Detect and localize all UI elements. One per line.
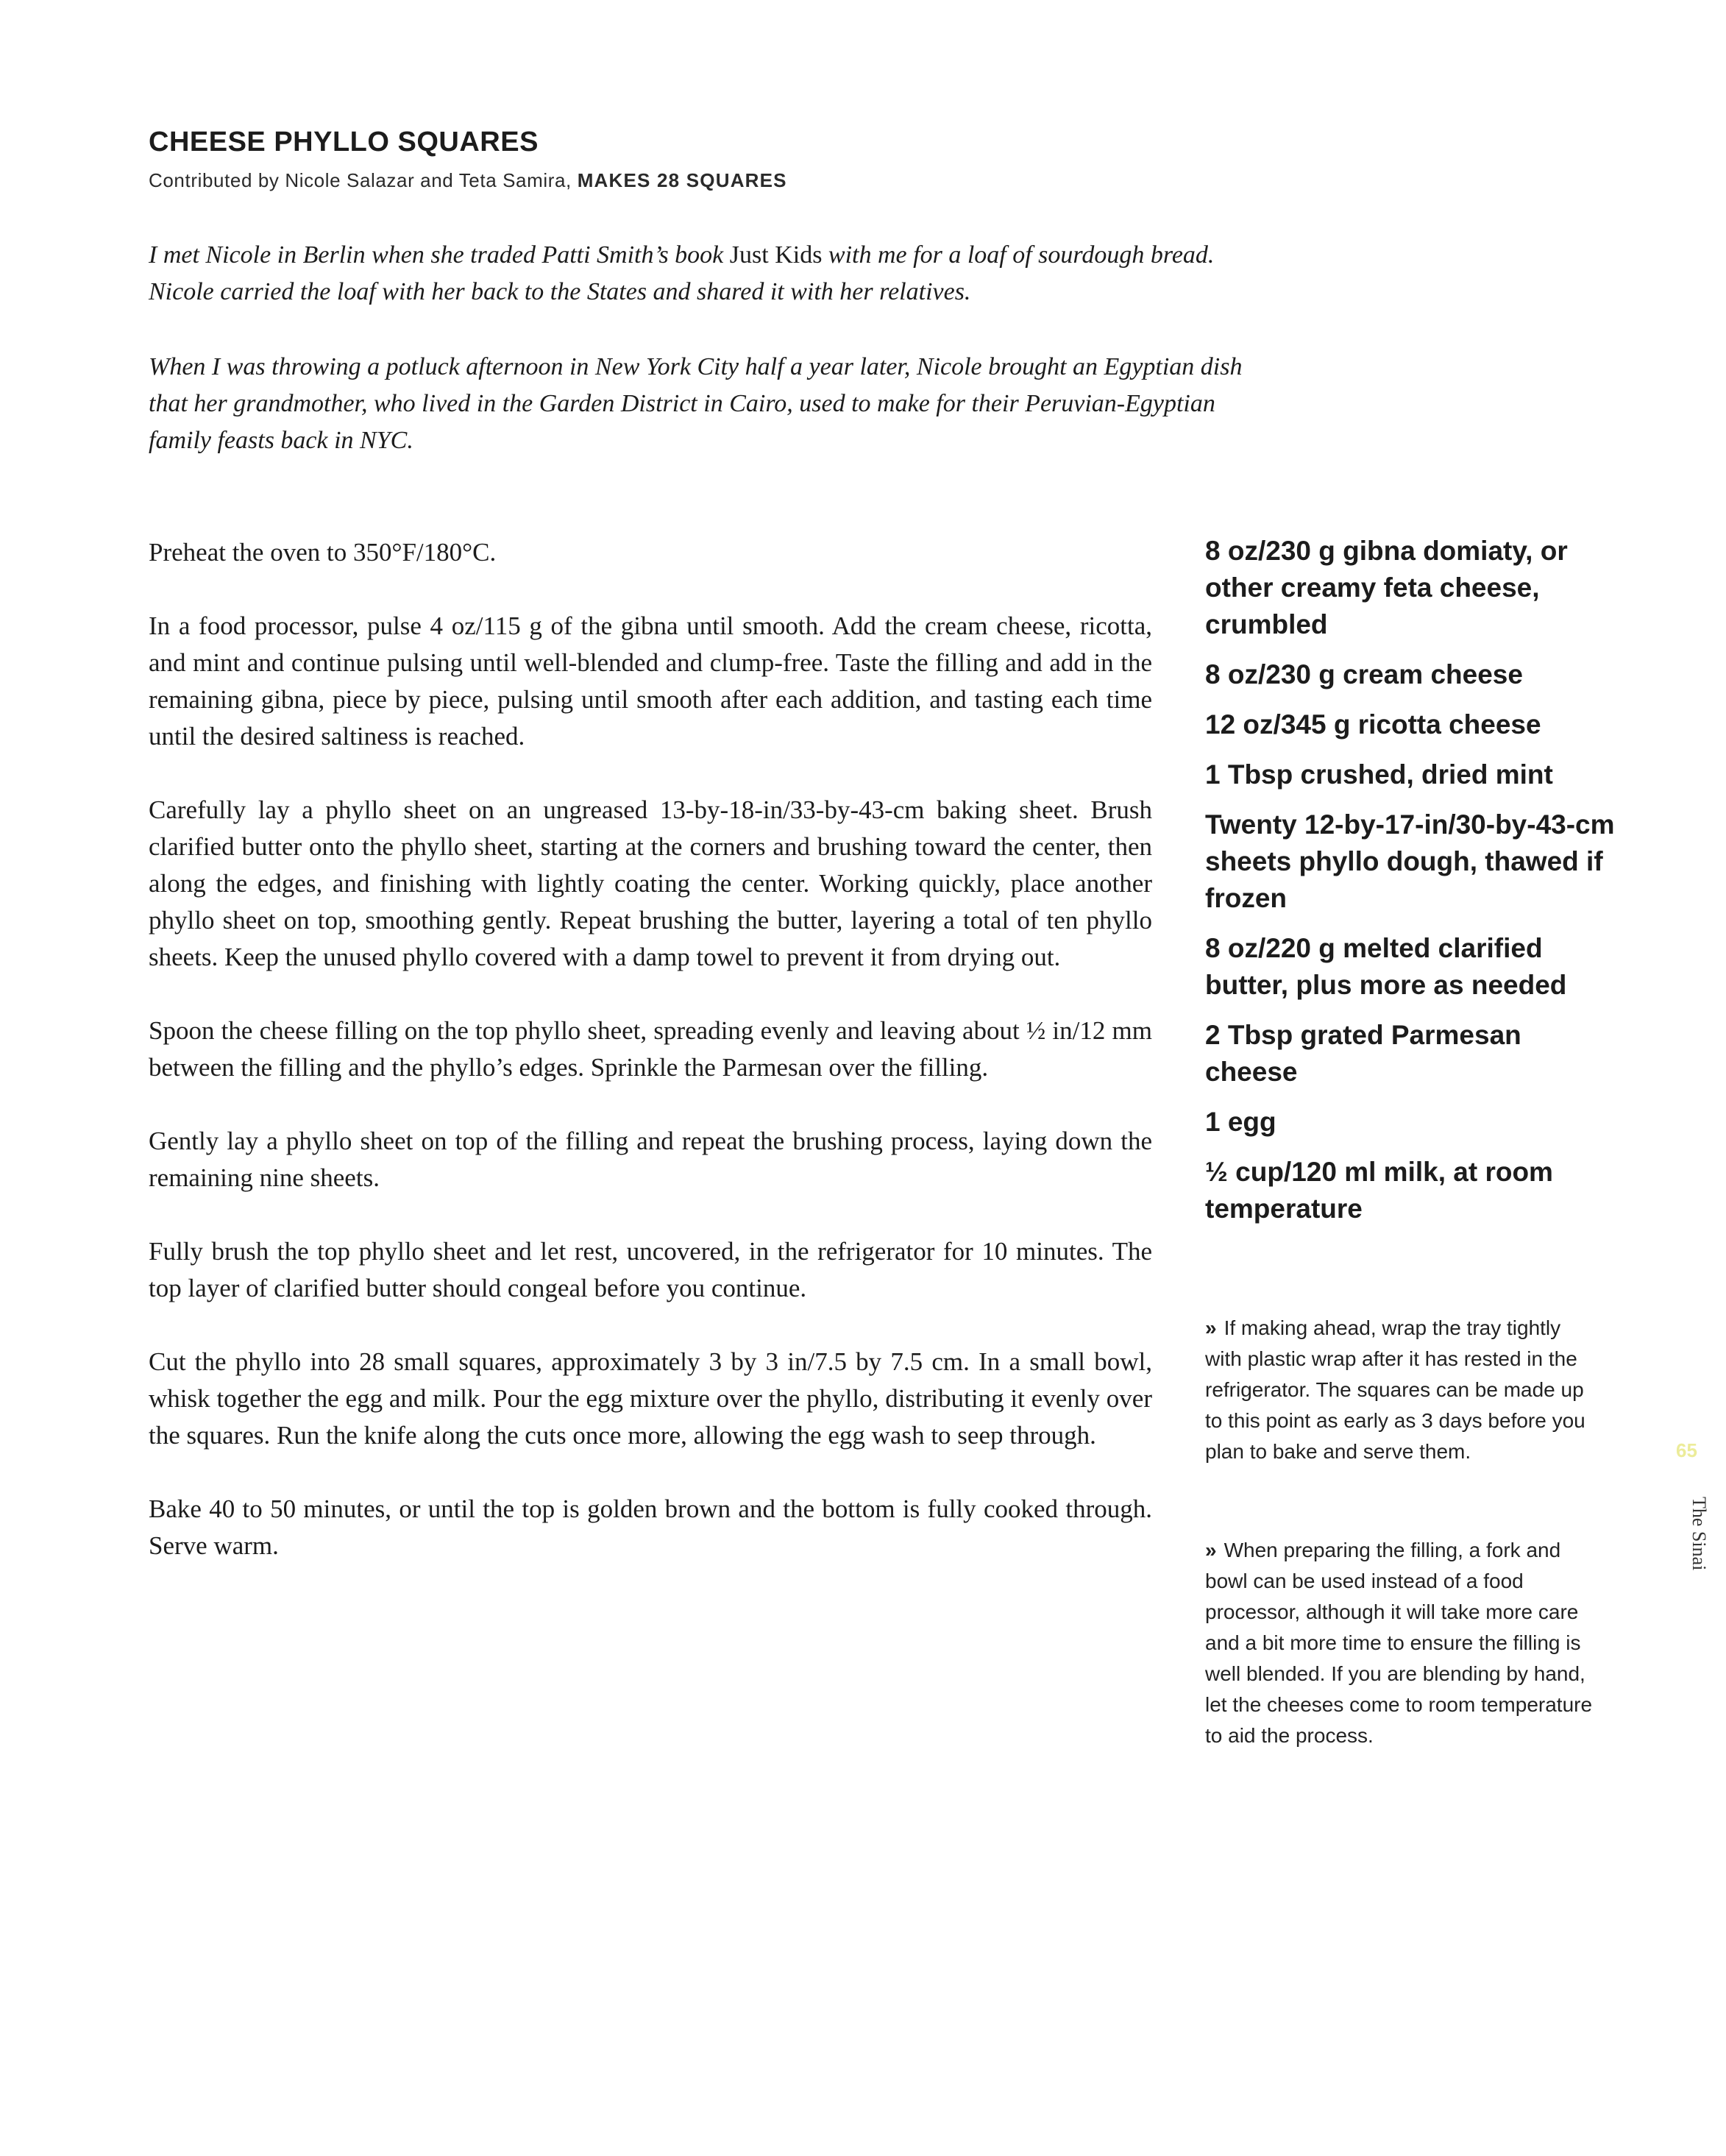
page-number: 65 (1676, 1439, 1697, 1461)
ingredient-item: 8 oz/230 g gibna domiaty, or other creamy feta cheese, crumbled (1205, 536, 1568, 639)
intro-text: I met Nicole in Berlin when she traded Patti Smith’s book (149, 241, 730, 269)
method-step: In a food processor, pulse 4 oz/115 g of the gibna until smooth. Add the cream cheese, ricotta, and mint and continue pulsing until well-blended and clump-free. Taste the filling and add in the remaining gibna, piece by piece, pulsing until smooth after each addition, and tasting each time until the desired saltiness is reached. (149, 611, 1152, 751)
tip-note (1205, 1535, 1602, 1751)
tip-note (1205, 1313, 1602, 1467)
contributor-text: Contributed by Nicole Salazar and Teta Samira, (149, 169, 572, 191)
intro-paragraph-1 (149, 237, 1282, 311)
recipe-title: CHEESE PHYLLO SQUARES (149, 127, 539, 157)
method-steps (149, 534, 1152, 1601)
ingredient-item: 8 oz/220 g melted clarified butter, plus more as needed (1205, 933, 1567, 1000)
ingredient-item: Twenty 12-by-17-in/30-by-43-cm sheets phyllo dough, thawed if frozen (1205, 809, 1615, 913)
yield-text: MAKES 28 SQUARES (577, 169, 787, 191)
method-step: Carefully lay a phyllo sheet on an ungreased 13-by-18-in/33-by-43-cm baking sheet. Brush clarified butter onto the phyllo sheet, starting at the corners and brushing toward the center, then along the edges, and finishing with lightly coating the center. Working quickly, place another phyllo sheet on top, smoothing gently. Repeat brushing the butter, layering a total of ten phyllo sheets. Keep the unused phyllo covered with a damp towel to prevent it from drying out. (149, 795, 1152, 971)
ingredient-item: 12 oz/345 g ricotta cheese (1205, 709, 1541, 740)
ingredient-item: 1 Tbsp crushed, dried mint (1205, 759, 1553, 790)
book-title: Just Kids (729, 241, 823, 269)
intro-text: with me for a loaf of sourdough bread. Nicole carried the loaf with her back to the States and shared it with her relatives. (149, 241, 1215, 305)
intro-paragraph-2: When I was throwing a potluck afternoon in New York City half a year later, Nicole brought an Egyptian dish that her grandmother, who lived in the Garden District in Cairo, used to make for their Peruvian-Egyptian family feasts back in NYC. (149, 353, 1243, 454)
ingredient-list (1205, 533, 1617, 1241)
method-step: Cut the phyllo into 28 small squares, approximately 3 by 3 in/7.5 by 7.5 cm. In a small bowl, whisk together the egg and milk. Pour the egg mixture over the phyllo, distributing it evenly over the squares. Run the knife along the cuts once more, allowing the egg wash to seep through. (149, 1347, 1152, 1450)
method-step: Bake 40 to 50 minutes, or until the top is golden brown and the bottom is fully cooked through. Serve warm. (149, 1494, 1152, 1560)
ingredient-item: 8 oz/230 g cream cheese (1205, 659, 1523, 689)
ingredient-item: ½ cup/120 ml milk, at room temperature (1205, 1157, 1553, 1224)
tip-text: If making ahead, wrap the tray tightly with plastic wrap after it has rested in the refrigerator. The squares can be made up to this point as early as 3 days before you plan to bake and serve them. (1205, 1316, 1585, 1463)
method-step: Preheat the oven to 350°F/180°C. (149, 538, 497, 567)
method-step: Fully brush the top phyllo sheet and let rest, uncovered, in the refrigerator for 10 minutes. The top layer of clarified butter should congeal before you continue. (149, 1237, 1152, 1302)
method-step: Spoon the cheese filling on the top phyllo sheet, spreading evenly and leaving about ½ in/12 mm between the filling and the phyllo’s edges. Sprinkle the Parmesan over the filling. (149, 1016, 1152, 1082)
recipe-byline (149, 169, 787, 192)
double-chevron-icon: » (1205, 1539, 1217, 1561)
method-step: Gently lay a phyllo sheet on top of the filling and repeat the brushing process, laying down the remaining nine sheets. (149, 1127, 1152, 1192)
double-chevron-icon: » (1205, 1316, 1217, 1339)
ingredient-item: 2 Tbsp grated Parmesan cheese (1205, 1020, 1521, 1087)
tip-text: When preparing the filling, a fork and bowl can be used instead of a food processor, although it will take more care and a bit more time to ensure the filling is well blended. If you are blending by hand, let the cheeses come to room temperature to aid the process. (1205, 1539, 1593, 1747)
ingredient-item: 1 egg (1205, 1107, 1276, 1137)
section-label: The Sinai (1688, 1497, 1710, 1571)
